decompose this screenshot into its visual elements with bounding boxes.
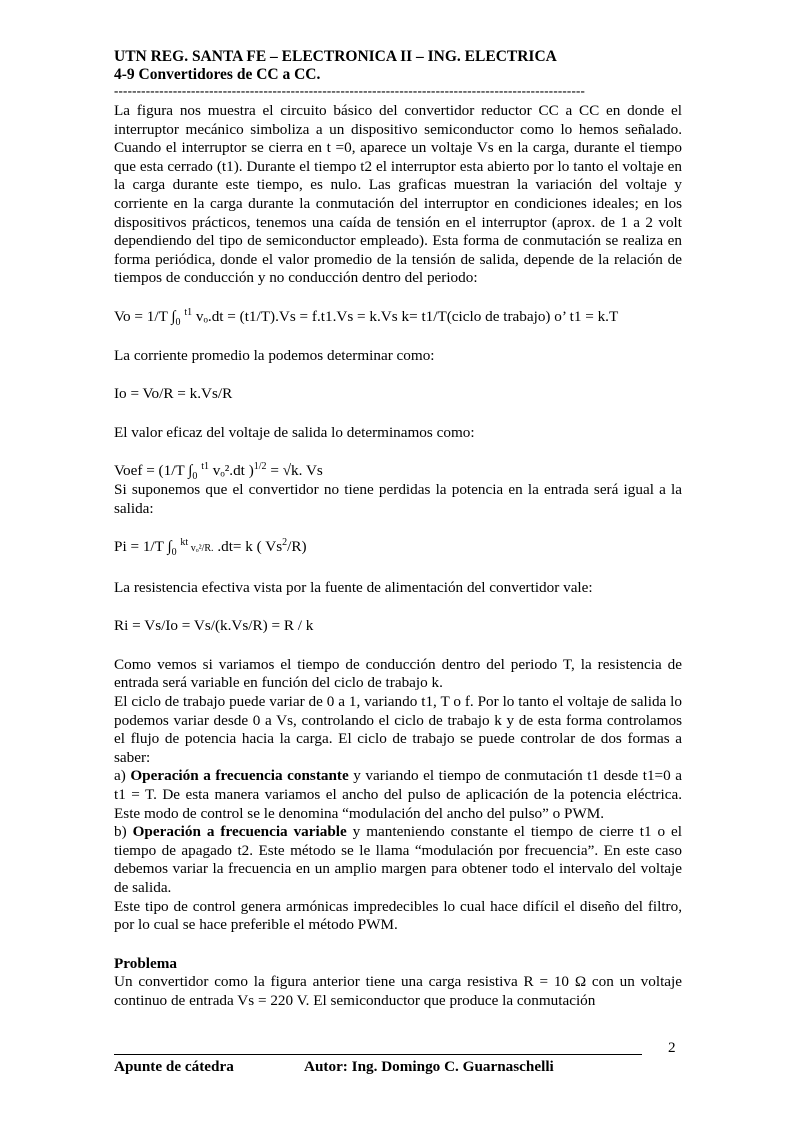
paragraph-rms: El valor eficaz del voltaje de salida lo determinamos como:	[114, 423, 475, 441]
header-rule: --------------------------------------------------------------------------------------------------------	[114, 84, 586, 98]
formula-io: Io = Vo/R = k.Vs/R	[114, 385, 233, 403]
footer-rule	[114, 1054, 642, 1055]
section-title: 4-9 Convertidores de CC a CC.	[114, 66, 321, 83]
paragraph-current: La corriente promedio la podemos determinar como:	[114, 346, 435, 364]
paragraph-constant-frequency: a) Operación a frecuencia constante y variando el tiempo de conmutación t1 desde t1=0 a t1 = T. De esta manera variamos el ancho del pulso de aplicación de la potencia eléctrica. Este modo de control se le denomina “modulación del ancho del pulso” o PWM.	[114, 767, 682, 822]
paragraph-harmonics: Este tipo de control genera armónicas impredecibles lo cual hace difícil el diseño del filtro, por lo cual se hace preferible el método PWM.	[114, 897, 682, 934]
paragraph-variable-frequency: b) Operación a frecuencia variable y manteniendo constante el tiempo de cierre t1 o el tiempo de apagado t2. Este método se le llama “modulación por frecuencia”. En este caso debemos variar la frecuencia en un amplio margen para obtener todo el intervalo del voltaje de salida.	[114, 823, 683, 896]
document-body	[114, 102, 682, 1011]
paragraph-duty-cycle: El ciclo de trabajo puede variar de 0 a 1, variando t1, T o f. Por lo tanto el voltaje de salida lo podemos variar desde 0 a Vs, controlando el ciclo de trabajo k y de esta forma controlamos el flujo de potencia hacia la carga. El ciclo de trabajo se puede controlar de dos formas a saber:	[114, 693, 682, 766]
formula-voef: Voef = (1/T $\int_0$ $^{t1}$ vₒ².dt )$^{1/2}$ = √k. Vs	[114, 461, 323, 483]
formula-ri: Ri = Vs/Io = Vs/(k.Vs/R) = R / k	[114, 617, 314, 635]
paragraph-intro: La figura nos muestra el circuito básico del convertidor reductor CC a CC en donde el interruptor mecánico simboliza a un dispositivo semiconductor como lo hemos señalado. Cuando el interruptor se cierra en t =0, aparece un voltaje Vs en la carga, durante el tiempo que esta cerrado (t1). Durante el tiempo t2 el interruptor esta abierto por lo tanto el voltaje en la carga durante este tiempo, es nulo. Las graficas muestran la variación del voltaje y corriente en la carga durante la conmutación del interruptor en condiciones ideales; en los dispositivos prácticos, tenemos una caída de tensión en el interruptor (aprox. de 1 a 2 volt dependiendo del tipo de semiconductor empleado). Esta forma de conmutación se realiza en forma periódica, donde el valor promedio de la tensión de salida, depende de la relación de tiempos de conducción y no conducción dentro del periodo:	[114, 102, 682, 287]
page-number: 2	[668, 1039, 676, 1056]
paragraph-problem: Un convertidor como la figura anterior tiene una carga resistiva R = 10 Ω con un voltaje continuo de entrada Vs = 220 V. El semiconductor que produce la conmutación	[114, 973, 682, 1009]
paragraph-power: Si suponemos que el convertidor no tiene perdidas la potencia en la entrada será igual a la salida:	[114, 480, 682, 517]
page-header	[114, 48, 684, 98]
formula-pi: Pi = 1/T $\int_0$ $^{kt}$ vₒ²/R. .dt= k ( Vs$^2$/R)	[114, 537, 307, 559]
problem-heading: Problema	[114, 954, 177, 972]
footer-author: Autor: Ing. Domingo C. Guarnaschelli	[304, 1058, 554, 1075]
formula-vo: Vo = 1/T $\int_0$ $^{t1}$ vₒ.dt = (t1/T).Vs = f.t1.Vs = k.Vs k= t1/T(ciclo de trabajo) o’ t1 = k.T	[114, 306, 619, 328]
header-title: UTN REG. SANTA FE – ELECTRONICA II – ING. ELECTRICA	[114, 48, 557, 65]
paragraph-conduction: Como vemos si variamos el tiempo de conducción dentro del periodo T, la resistencia de entrada será variable en función del ciclo de trabajo k.	[114, 655, 682, 692]
footer-left-text: Apunte de cátedra	[114, 1058, 234, 1075]
paragraph-resistance: La resistencia efectiva vista por la fuente de alimentación del convertidor vale:	[114, 578, 593, 596]
